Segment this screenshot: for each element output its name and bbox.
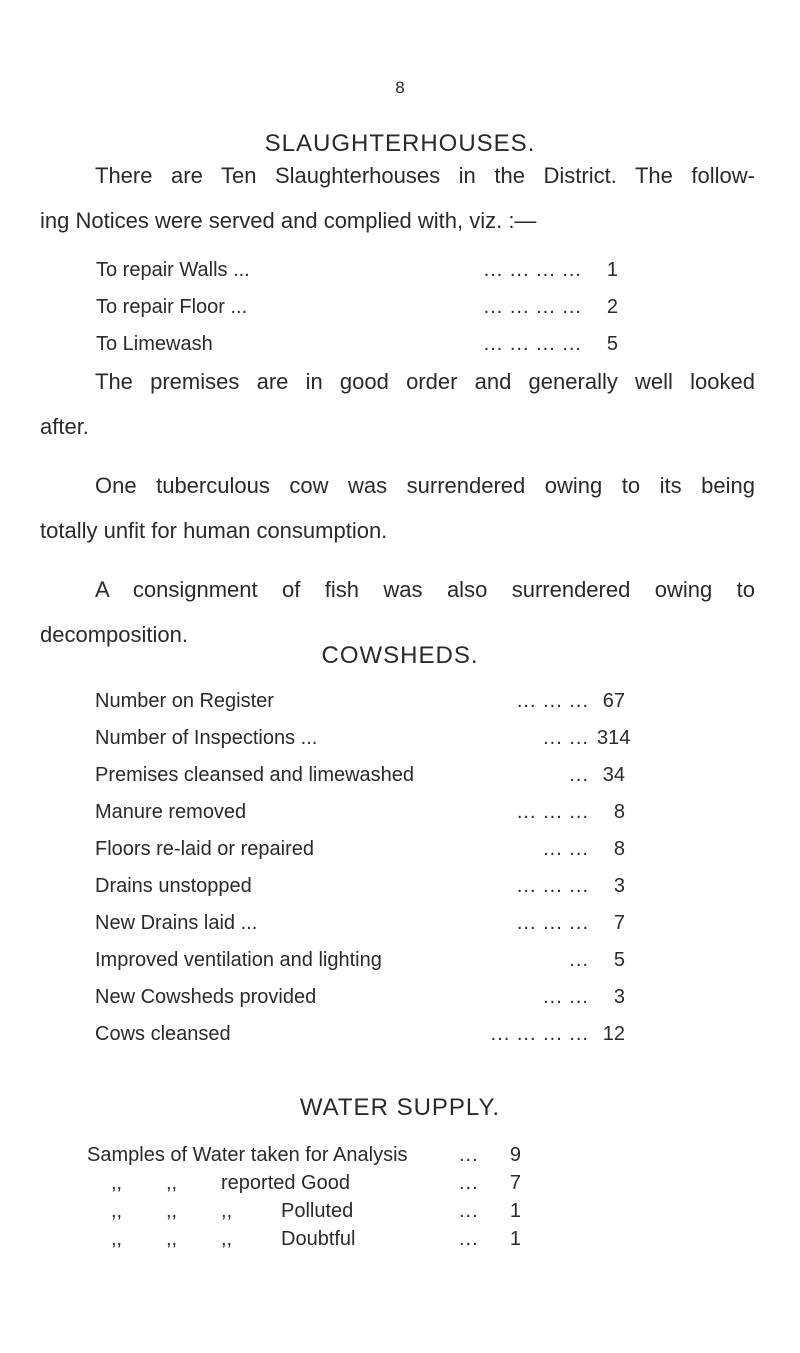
table-row: New Cowsheds provided ... ... 3 (95, 986, 625, 1008)
intro-line-1: There are Ten Slaughterhouses in the District. The follow- (95, 163, 755, 188)
table-row: Number of Inspections ... ... ... 314 (95, 727, 631, 749)
ditto-mark: ,, (111, 1172, 123, 1194)
table-row: Premises cleansed and limewashed ... 34 (95, 764, 625, 786)
premises-paragraph (40, 359, 755, 449)
tuberculous-cow-paragraph (40, 463, 755, 553)
ditto-mark: ,, (221, 1200, 233, 1222)
table-row: Drains unstopped ... ... ... 3 (95, 875, 625, 897)
ditto-mark: ,, (166, 1228, 178, 1250)
water-supply-table (87, 1144, 627, 1256)
ditto-mark: ,, (111, 1228, 123, 1250)
table-row: Floors re-laid or repaired ... ... 8 (95, 838, 625, 860)
premises-line-2: after. (40, 414, 89, 439)
fish-line-1: A consignment of fish was also surrendered owing to (95, 577, 755, 602)
premises-line-1: The premises are in good order and generally well looked (95, 369, 755, 394)
cow-line-2: totally unfit for human consumption. (40, 518, 388, 543)
table-row: Cows cleansed ... ... ... ... 12 (95, 1023, 625, 1045)
table-row: Number on Register ... ... ... 67 (95, 690, 625, 712)
notices-table (96, 259, 618, 370)
table-row: To repair Walls ... ... ... ... ... 1 (96, 259, 618, 281)
page-number: 8 (395, 78, 405, 97)
table-row: Improved ventilation and lighting ... 5 (95, 949, 625, 971)
table-row: Manure removed ... ... ... 8 (95, 801, 625, 823)
table-row: New Drains laid ... ... ... ... 7 (95, 912, 625, 934)
table-row: ,, ,, reported Good ... 7 (111, 1172, 521, 1194)
slaughterhouses-intro-paragraph (40, 153, 755, 243)
table-row: ,, ,, ,, Doubtful ... 1 (111, 1228, 521, 1250)
intro-line-2: ing Notices were served and complied with, viz. :— (40, 208, 537, 233)
slaughterhouses-heading: SLAUGHTERHOUSES. (264, 130, 536, 157)
table-row: To repair Floor ... ... ... ... ... 2 (96, 296, 618, 318)
ditto-mark: ,, (221, 1228, 233, 1250)
cowsheds-table (95, 690, 631, 1060)
cowsheds-heading: COWSHEDS. (321, 642, 479, 669)
fish-line-2: decomposition. (40, 622, 188, 647)
table-row: To Limewash ... ... ... ... 5 (96, 333, 618, 355)
ditto-mark: ,, (166, 1172, 178, 1194)
table-row: ,, ,, ,, Polluted ... 1 (111, 1200, 521, 1222)
cow-line-1: One tuberculous cow was surrendered owing to its being (95, 473, 755, 498)
table-row: Samples of Water taken for Analysis ... 9 (87, 1144, 521, 1166)
water-supply-heading: WATER SUPPLY. (299, 1094, 501, 1121)
ditto-mark: ,, (166, 1200, 178, 1222)
ditto-mark: ,, (111, 1200, 123, 1222)
